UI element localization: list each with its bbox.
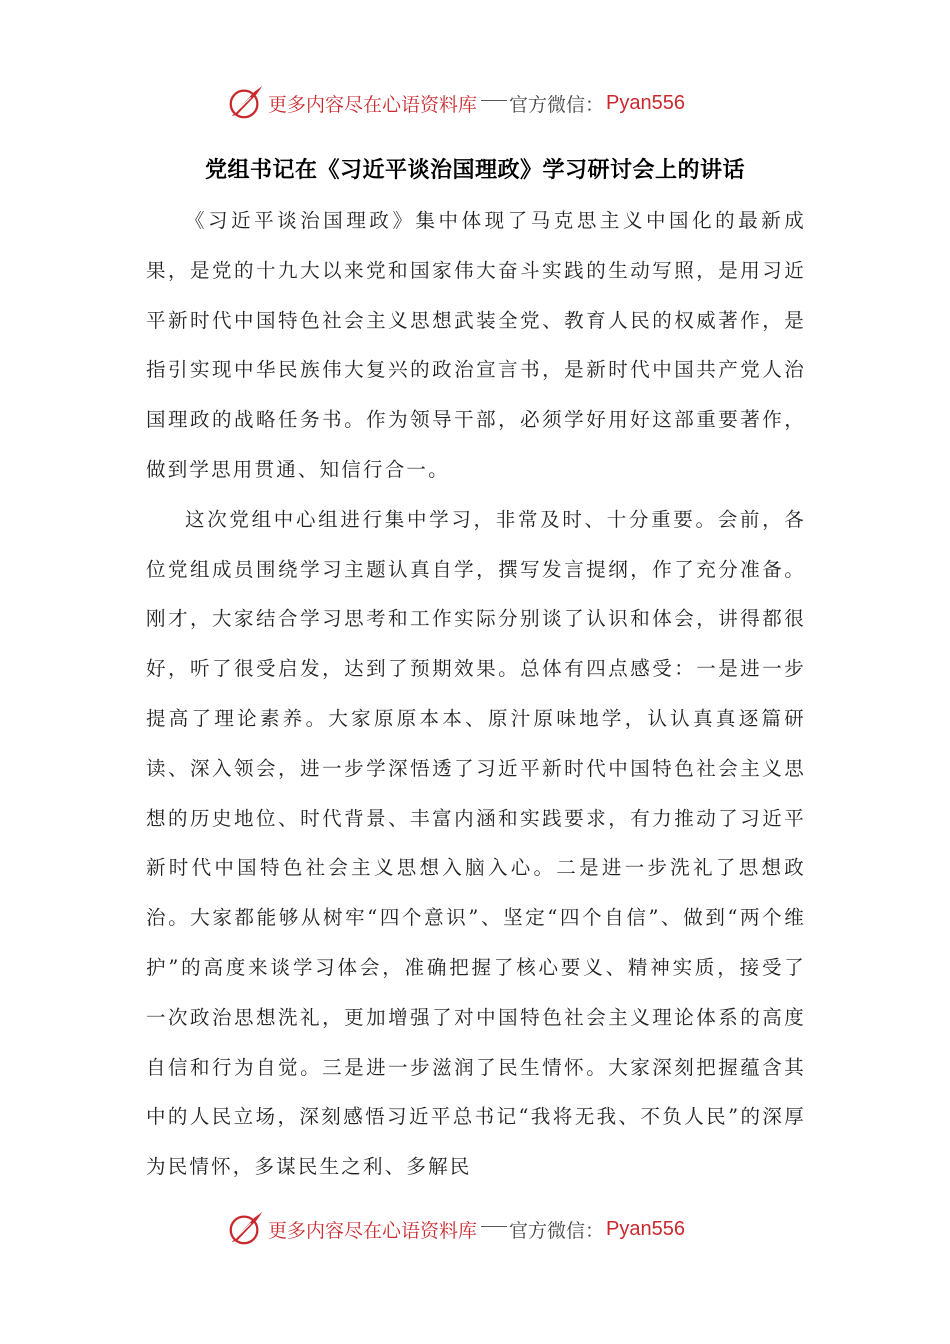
- quill-logo-icon: [226, 84, 264, 122]
- document-body: [146, 196, 806, 1192]
- official-label: 官方微信：: [509, 1219, 605, 1242]
- wechat-id: Pyan556: [606, 91, 685, 114]
- footer-banner: [226, 1209, 685, 1249]
- banner-dash: [481, 1226, 507, 1227]
- banner-dash: [481, 100, 507, 101]
- promo-text: 更多内容尽在心语资料库: [268, 1219, 478, 1242]
- official-label: 官方微信：: [509, 93, 605, 116]
- header-banner: [226, 83, 685, 123]
- quill-logo-icon: [226, 1210, 264, 1248]
- wechat-id: Pyan556: [606, 1217, 685, 1240]
- promo-text: 更多内容尽在心语资料库: [268, 93, 478, 116]
- document-title: 党组书记在《习近平谈治国理政》学习研讨会上的讲话: [204, 158, 745, 183]
- paragraph-1: 《习近平谈治国理政》集中体现了马克思主义中国化的最新成果，是党的十九大以来党和国家伟大奋斗实践的生动写照，是用习近平新时代中国特色社会主义思想武装全党、教育人民的权威著作，是指引实现中华民族伟大复兴的政治宣言书，是新时代中国共产党人治国理政的战略任务书。作为领导干部，必须学好用好这部重要著作，做到学思用贯通、知信行合一。: [146, 209, 806, 481]
- paragraph-2: 这次党组中心组进行集中学习，非常及时、十分重要。会前，各位党组成员围绕学习主题认真自学，撰写发言提纲，作了充分准备。刚才，大家结合学习思考和工作实际分别谈了认识和体会，讲得都很好，听了很受启发，达到了预期效果。总体有四点感受：一是进一步提高了理论素养。大家原原本本、原汁原味地学，认认真真逐篇研读、深入领会，进一步学深悟透了习近平新时代中国特色社会主义思想的历史地位、时代背景、丰富内涵和实践要求，有力推动了习近平新时代中国特色社会主义思想入脑入心。二是进一步洗礼了思想政治。大家都能够从树牢“四个意识”、坚定“四个自信”、做到“两个维护”的高度来谈学习体会，准确把握了核心要义、精神实质，接受了一次政治思想洗礼，更加增强了对中国特色社会主义理论体系的高度自信和行为自觉。三是进一步滋润了民生情怀。大家深刻把握蕴含其中的人民立场，深刻感悟习近平总书记“我将无我、不负人民”的深厚为民情怀，多谋民生之利、多解民: [146, 507, 806, 1179]
